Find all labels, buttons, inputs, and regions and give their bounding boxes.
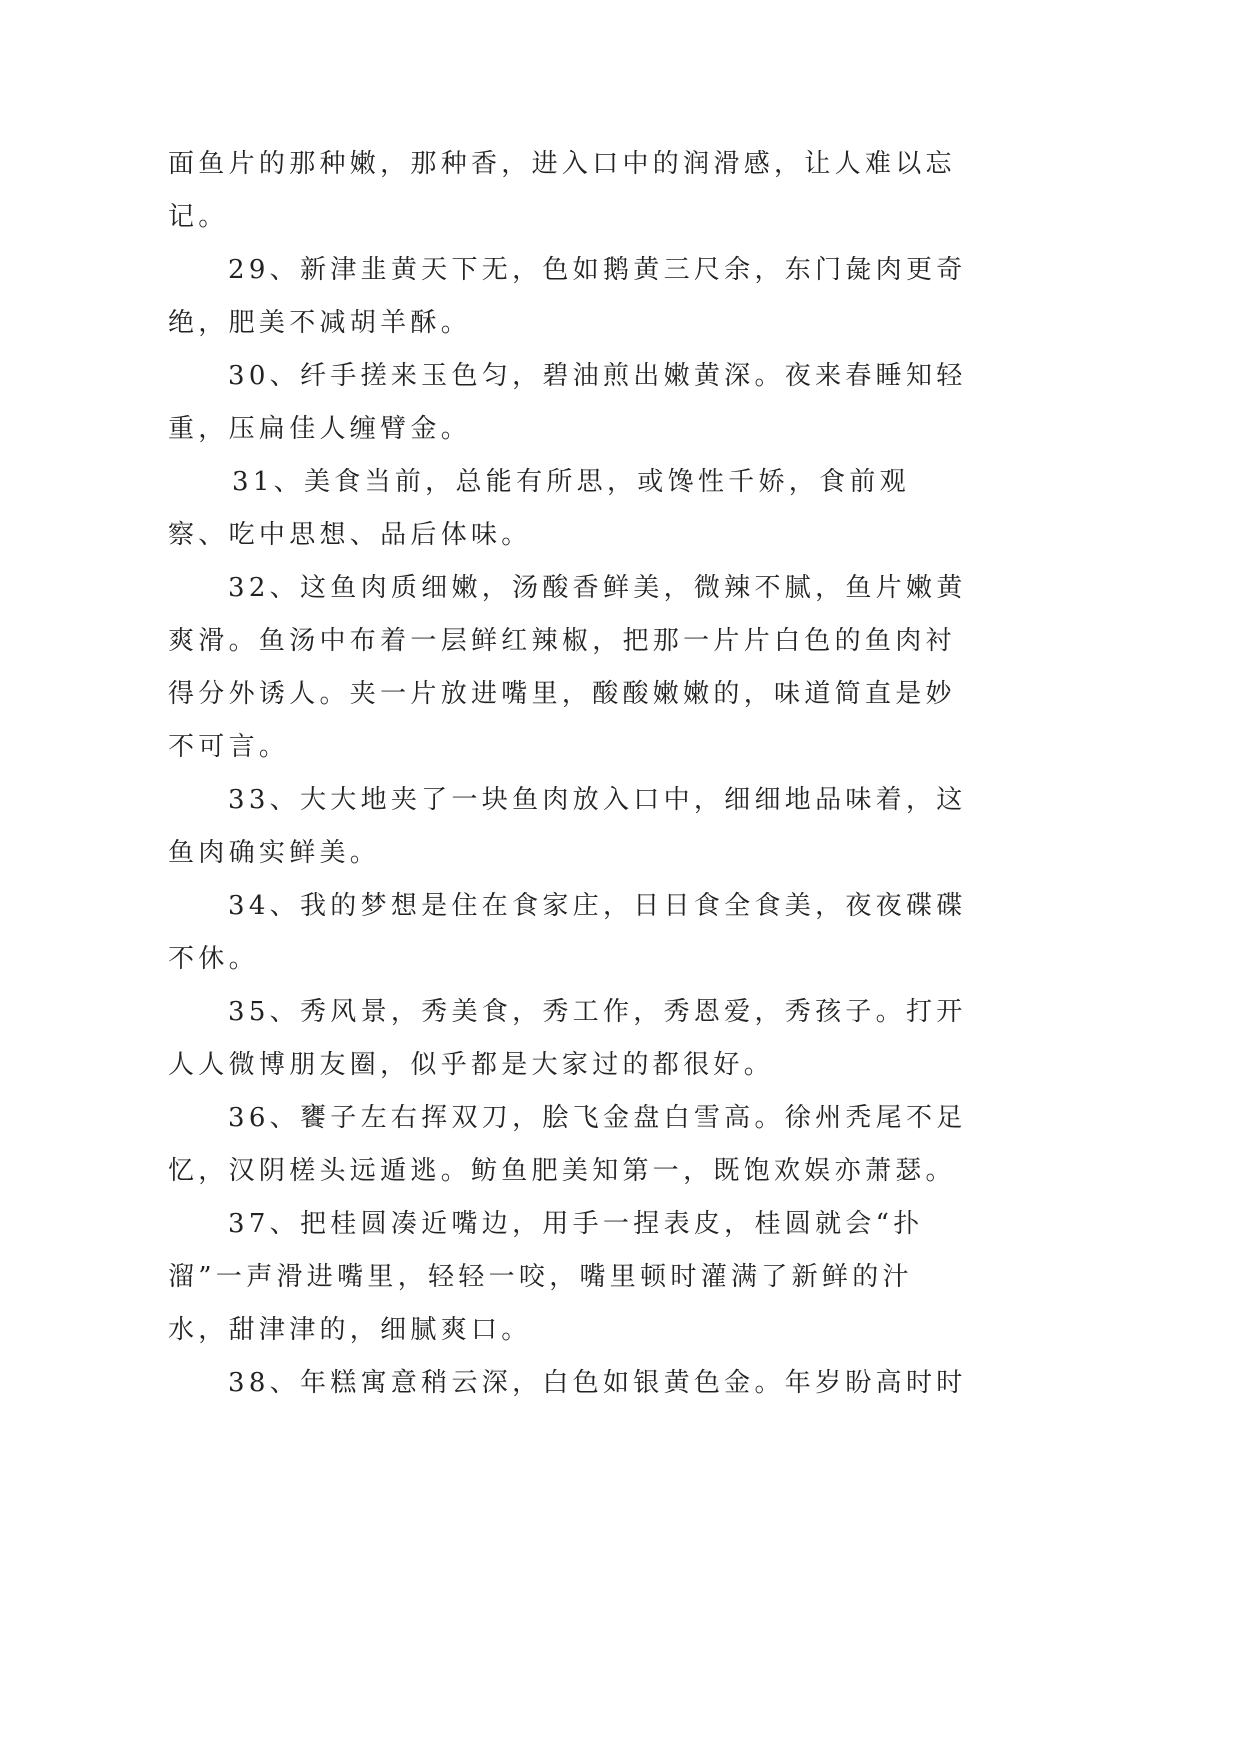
document-body xyxy=(168,138,968,1410)
paragraph-34: 34、我的梦想是住在食家庄，日日食全食美，夜夜碟碟不休。 xyxy=(168,891,967,974)
paragraph-35: 35、秀风景，秀美食，秀工作，秀恩爱，秀孩子。打开人人微博朋友圈，似乎都是大家过的都很好。 xyxy=(168,997,967,1080)
paragraph-30: 30、纤手搓来玉色匀，碧油煎出嫩黄深。夜来春睡知轻重，压扁佳人缠臂金。 xyxy=(168,361,967,444)
paragraph-31: 31、美食当前，总能有所思，或馋性千娇，食前观察、吃中思想、品后体味。 xyxy=(168,467,910,550)
paragraph-32: 32、这鱼肉质细嫩，汤酸香鲜美，微辣不腻，鱼片嫩黄爽滑。鱼汤中布着一层鲜红辣椒，把那一片片白色的鱼肉衬得分外诱人。夹一片放进嘴里，酸酸嫩嫩的，味道简直是妙不可言。 xyxy=(168,573,967,762)
paragraph-29: 29、新津韭黄天下无，色如鹅黄三尺余，东门彘肉更奇绝，肥美不减胡羊酥。 xyxy=(168,255,967,338)
paragraph-38: 38、年糕寓意稍云深，白色如银黄色金。年岁盼高时时 xyxy=(228,1368,967,1398)
paragraph-36: 36、饔子左右挥双刀，脍飞金盘白雪高。徐州秃尾不足忆，汉阴槎头远遁逃。鲂鱼肥美知第一，既饱欢娱亦萧瑟。 xyxy=(168,1103,967,1186)
paragraph-37: 37、把桂圆凑近嘴边，用手一捏表皮，桂圆就会“扑溜”一声滑进嘴里，轻轻一咬，嘴里顿时灌满了新鲜的汁水，甜津津的，细腻爽口。 xyxy=(168,1209,924,1345)
paragraph-33: 33、大大地夹了一块鱼肉放入口中，细细地品味着，这鱼肉确实鲜美。 xyxy=(168,785,967,868)
paragraph-28-continued: 面鱼片的那种嫩，那种香，进入口中的润滑感，让人难以忘记。 xyxy=(168,149,956,232)
